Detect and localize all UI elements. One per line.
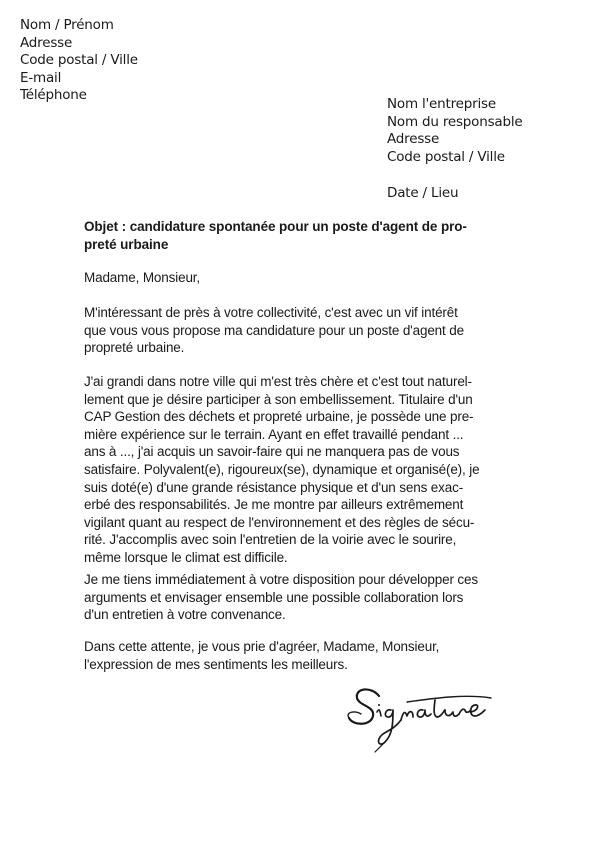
paragraph-line: erbé des responsabilités. Je me montre par ailleurs extrêmement	[84, 497, 464, 513]
paragraph-4	[84, 638, 514, 673]
paragraph-line: l'expression de mes sentiments les meilleurs.	[84, 656, 348, 672]
recipient-postal-city: Code postal / Ville	[387, 148, 505, 165]
recipient-block	[387, 96, 523, 166]
paragraph-line: d'un entretien à votre convenance.	[84, 607, 286, 623]
sender-email: E-mail	[20, 69, 62, 86]
paragraph-line: J'ai grandi dans notre ville qui m'est très chère et c'est tout naturel-	[84, 374, 472, 389]
paragraph-line: arguments et envisager ensemble une possible collaboration lors	[84, 589, 464, 605]
paragraph-line: propreté urbaine.	[84, 340, 185, 356]
sender-block	[20, 17, 138, 105]
sender-phone: Téléphone	[20, 87, 87, 104]
paragraph-1	[84, 304, 514, 357]
subject-line-1: Objet : candidature spontanée pour un poste d'agent de pro-	[84, 219, 467, 234]
subject-line	[84, 218, 504, 253]
paragraph-line: M'intéressant de près à votre collectivité, c'est avec un vif intérêt	[84, 305, 458, 320]
paragraph-line: vigilant quant au respect de l'environnement et des règles de sécu-	[84, 514, 475, 530]
paragraph-line: mière expérience sur le terrain. Ayant en effet travaillé pendant ...	[84, 426, 464, 442]
paragraph-line: ans à ..., j'ai acquis un savoir-faire qui ne manquera pas de vous	[84, 444, 460, 460]
date-place: Date / Lieu	[387, 185, 459, 201]
subject-line-2: preté urbaine	[84, 236, 169, 252]
sender-address: Adresse	[20, 34, 73, 51]
recipient-company: Nom l'entreprise	[387, 96, 496, 112]
signature-image	[345, 676, 495, 756]
sender-name: Nom / Prénom	[20, 17, 114, 33]
recipient-manager: Nom du responsable	[387, 113, 523, 130]
paragraph-3	[84, 571, 514, 624]
paragraph-line: Je me tiens immédiatement à votre disposition pour développer ces	[84, 572, 478, 587]
paragraph-line: que vous vous propose ma candidature pour un poste d'agent de	[84, 322, 464, 338]
paragraph-line: satisfaire. Polyvalent(e), rigoureux(se), dynamique et organisé(e), je	[84, 461, 480, 477]
paragraph-2	[84, 373, 514, 567]
paragraph-line: rité. J'accomplis avec soin l'entretien de la voirie avec le sourire,	[84, 532, 457, 548]
paragraph-line: Dans cette attente, je vous prie d'agréer, Madame, Monsieur,	[84, 639, 440, 654]
greeting: Madame, Monsieur,	[84, 270, 201, 285]
paragraph-line: même lorsque le climat est difficile.	[84, 549, 288, 565]
sender-postal-city: Code postal / Ville	[20, 52, 138, 69]
recipient-address: Adresse	[387, 131, 440, 147]
paragraph-line: suis doté(e) d'une grande résistance physique et d'un sens exac-	[84, 479, 464, 495]
paragraph-line: lement que je désire participer à son embellissement. Titulaire d'un	[84, 391, 473, 407]
paragraph-line: CAP Gestion des déchets et propreté urbaine, je possède une pre-	[84, 409, 474, 425]
